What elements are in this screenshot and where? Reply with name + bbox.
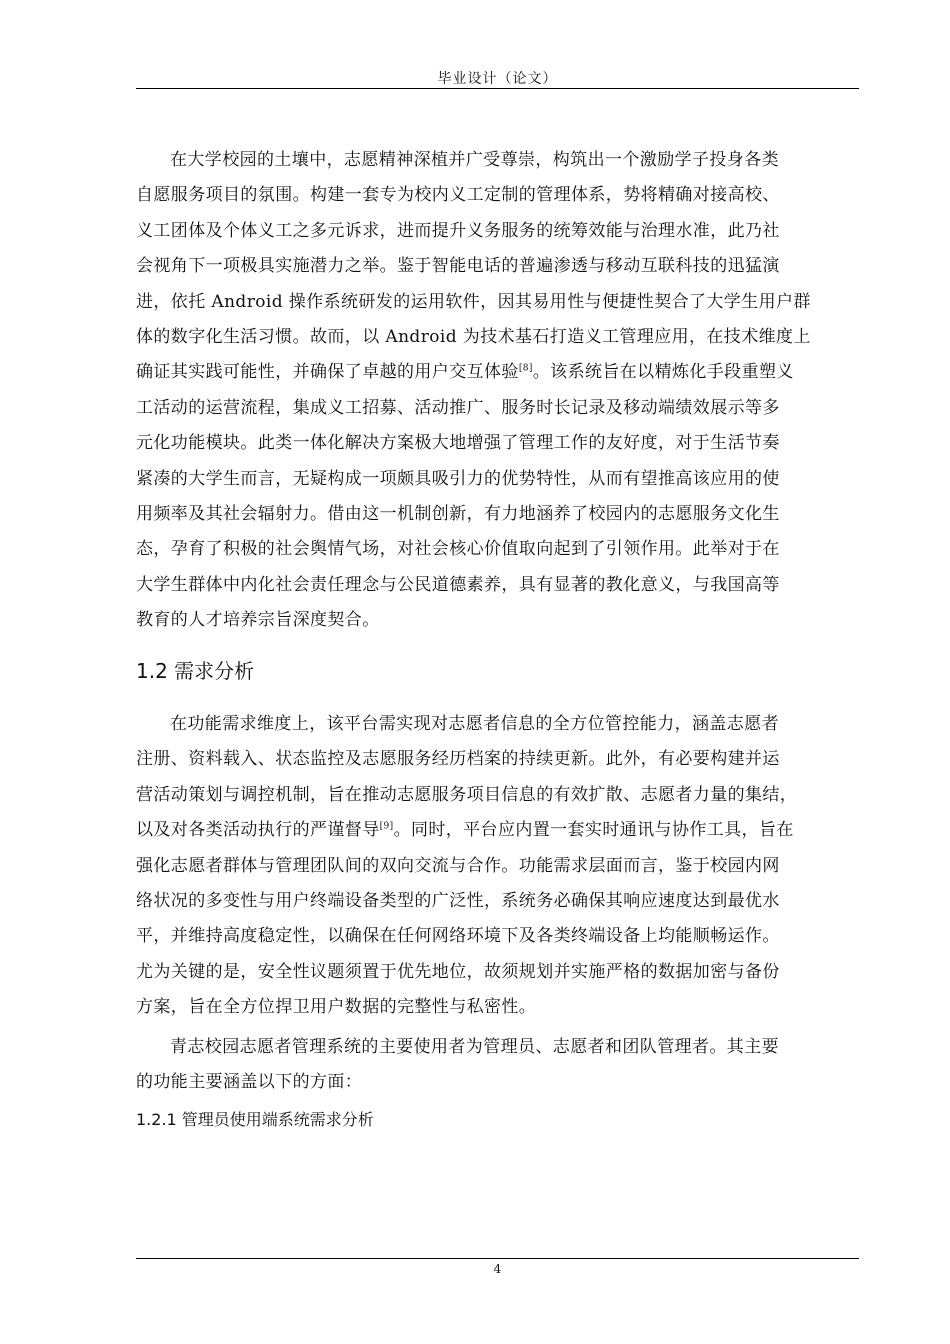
- text-line: 紧凑的大学生而言，无疑构成一项颇具吸引力的优势特性，从而有望推高该应用的使: [136, 468, 780, 489]
- header-title: 毕业设计（论文）: [437, 71, 558, 87]
- text-segment: 以及对各类活动执行的严谨督导: [136, 820, 380, 841]
- paragraph-3: [136, 1030, 859, 1101]
- text-line: 在大学校园的土壤中，志愿精神深植并广受尊崇，构筑出一个激励学子投身各类: [170, 150, 779, 170]
- text-line: 体的数字化生活习惯。故而，以 Android 为技术基石打造义工管理应用，在技术维度上: [136, 327, 811, 348]
- citation-8: [8]: [518, 363, 533, 374]
- text-line: 络状况的多变性与用户终端设备类型的广泛性，系统务必确保其响应速度达到最优水: [136, 891, 780, 912]
- citation-9: [9]: [379, 821, 394, 832]
- section-heading: 1.2 需求分析: [136, 659, 255, 683]
- text-line: 营活动策划与调控机制，旨在推动志愿服务项目信息的有效扩散、志愿者力量的集结，: [136, 784, 798, 805]
- text-line: 方案，旨在全方位捍卫用户数据的完整性与私密性。: [136, 997, 537, 1018]
- text-line-with-citation: [136, 813, 859, 848]
- text-line: 平，并维持高度稳定性，以确保在任何网络环境下及各类终端设备上均能顺畅运作。: [136, 926, 780, 947]
- text-segment: 。该系统旨在以精炼化手段重塑义: [532, 362, 794, 383]
- text-line: 注册、资料载入、状态监控及志愿服务经历档案的持续更新。此外，有必要构建并运: [136, 749, 780, 770]
- text-line: 自愿服务项目的氛围。构建一套专为校内义工定制的管理体系，势将精确对接高校、: [136, 185, 780, 206]
- text-line: 青志校园志愿者管理系统的主要使用者为管理员、志愿者和团队管理者。其主要: [170, 1037, 779, 1057]
- text-segment: 确证其实践可能性，并确保了卓越的用户交互体验: [136, 362, 519, 383]
- text-line: 元化功能模块。此类一体化解决方案极大地增强了管理工作的友好度，对于生活节奏: [136, 433, 780, 454]
- text-line: 在功能需求维度上，该平台需实现对志愿者信息的全方位管控能力，涵盖志愿者: [170, 714, 779, 734]
- text-line: 义工团体及个体义工之多元诉求，进而提升义务服务的统筹效能与治理水准，此乃社: [136, 220, 780, 241]
- text-line: 工活动的运营流程，集成义工招募、活动推广、服务时长记录及移动端绩效展示等多: [136, 397, 780, 418]
- text-line: 大学生群体中内化社会责任理念与公民道德素养，具有显著的教化意义，与我国高等: [136, 574, 780, 595]
- paragraph-2: [136, 707, 859, 1026]
- footer-divider: [136, 1258, 859, 1259]
- text-line: 教育的人才培养宗旨深度契合。: [136, 610, 380, 631]
- text-line: 强化志愿者群体与管理团队间的双向交流与合作。功能需求层面而言，鉴于校园内网: [136, 855, 780, 876]
- text-segment: 。同时，平台应内置一套实时通讯与协作工具，旨在: [393, 820, 794, 841]
- page-number: 4: [493, 1262, 502, 1276]
- text-line: 尤为关键的是，安全性议题须置于优先地位，故须规划并实施严格的数据加密与备份: [136, 961, 780, 982]
- header-divider: [136, 88, 859, 89]
- text-line-with-citation: [136, 355, 859, 390]
- text-line: 用频率及其社会辐射力。借由这一机制创新，有力地涵养了校园内的志愿服务文化生: [136, 504, 780, 525]
- subsection-heading: 1.2.1 管理员使用端系统需求分析: [136, 1110, 374, 1129]
- text-line: 的功能主要涵盖以下的方面：: [136, 1072, 363, 1093]
- text-line: 会视角下一项极具实施潜力之举。鉴于智能电话的普遍渗透与移动互联科技的迅猛演: [136, 256, 780, 277]
- paragraph-1: [136, 143, 859, 639]
- text-line: 进，依托 Android 操作系统研发的运用软件，因其易用性与便捷性契合了大学生用户群: [136, 291, 811, 312]
- text-line: 态，孕育了积极的社会舆情气场，对社会核心价值取向起到了引领作用。此举对于在: [136, 539, 780, 560]
